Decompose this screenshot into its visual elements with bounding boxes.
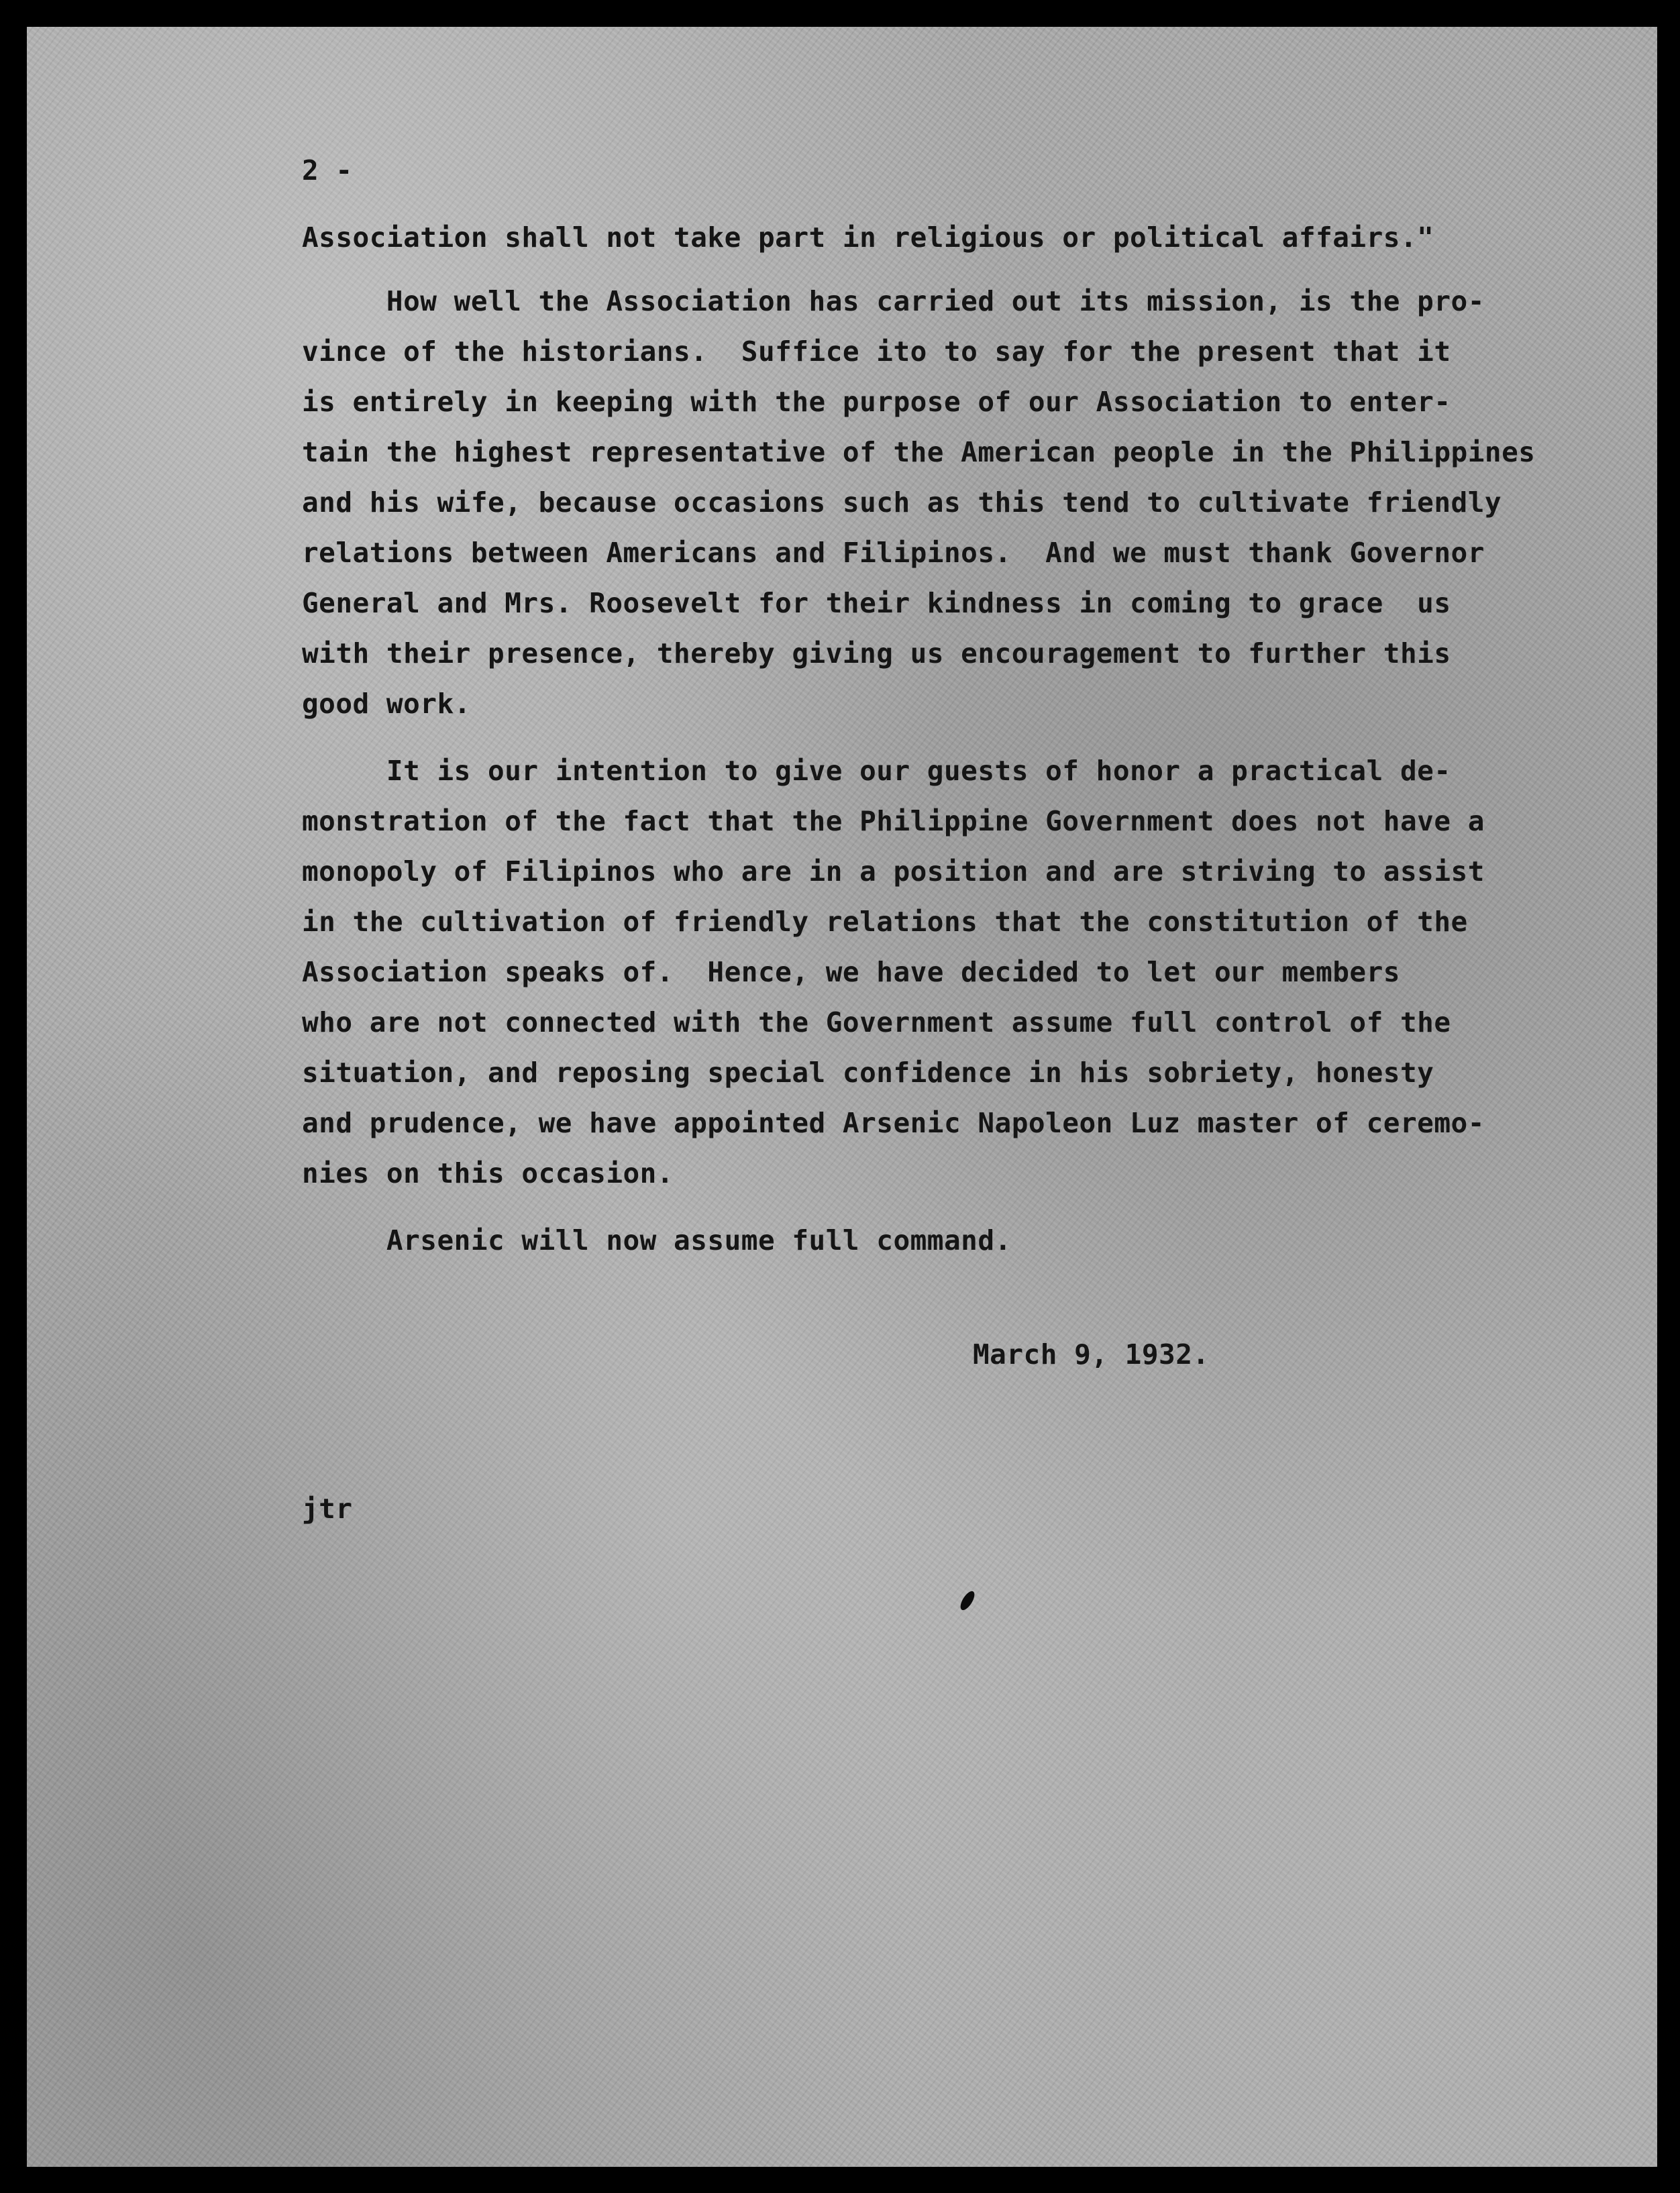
- text-line: good work.: [302, 688, 471, 720]
- text-line: General and Mrs. Roosevelt for their kindness in coming to grace us: [302, 587, 1451, 619]
- text-line: It is our intention to give our guests of honor a practical de-: [302, 755, 1451, 787]
- text-line: Arsenic will now assume full command.: [302, 1224, 1012, 1256]
- text-line: monopoly of Filipinos who are in a position and are striving to assist: [302, 855, 1485, 888]
- text-line: is entirely in keeping with the purpose of our Association to enter-: [302, 386, 1451, 418]
- text-line: and prudence, we have appointed Arsenic Napoleon Luz master of ceremo-: [302, 1107, 1485, 1139]
- letter-date: March 9, 1932.: [973, 1338, 1210, 1371]
- text-line: vince of the historians. Suffice ito to say for the present that it: [302, 335, 1451, 368]
- document-page: [27, 27, 1657, 2167]
- text-line: Association speaks of. Hence, we have decided to let our members: [302, 956, 1400, 988]
- typist-initials: jtr: [302, 1493, 353, 1525]
- text-line: who are not connected with the Government assume full control of the: [302, 1006, 1451, 1038]
- text-line: in the cultivation of friendly relations that the constitution of the: [302, 906, 1468, 938]
- text-line: with their presence, thereby giving us encouragement to further this: [302, 637, 1451, 670]
- text-line: situation, and reposing special confidence in his sobriety, honesty: [302, 1057, 1434, 1089]
- text-line: tain the highest representative of the American people in the Philippines: [302, 436, 1536, 468]
- text-line: monstration of the fact that the Philippine Government does not have a: [302, 805, 1485, 837]
- ink-mark: [958, 1589, 978, 1613]
- text-line: How well the Association has carried out its mission, is the pro-: [302, 285, 1485, 317]
- text-line: and his wife, because occasions such as this tend to cultivate friendly: [302, 486, 1502, 519]
- text-line: nies on this occasion.: [302, 1157, 674, 1189]
- text-line: Association shall not take part in religious or political affairs.": [302, 221, 1434, 254]
- letter-body: [302, 221, 1590, 1362]
- text-line: relations between Americans and Filipinos. And we must thank Governor: [302, 537, 1485, 569]
- page-number: 2 -: [302, 154, 353, 186]
